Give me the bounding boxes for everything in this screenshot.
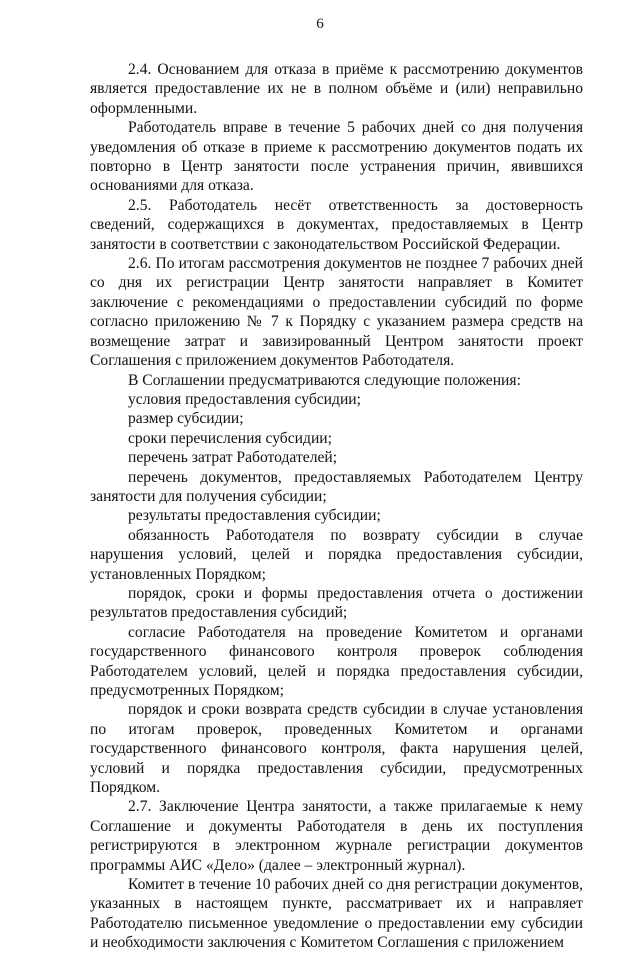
document-body — [90, 60, 583, 953]
list-item: обязанность Работодателя по возврату субсидии в случае нарушения условий, целей и порядка предоставления субсидии, установленных Порядком; — [90, 526, 583, 583]
list-item: согласие Работодателя на проведение Комитетом и органами государственного финансового контроля проверок соблюдения Работодателем условий, целей и порядка предоставления субсидии, предусмотренных Порядком; — [90, 623, 583, 699]
list-item: перечень документов, предоставляемых Работодателем Центру занятости для получения субсидии; — [90, 468, 583, 505]
list-item: перечень затрат Работодателей; — [128, 449, 338, 467]
paragraph-2-6: 2.6. По итогам рассмотрения документов не позднее 7 рабочих дней со дня их регистрации Центр занятости направляет в Комитет заключение с рекомендациями о предоставлении субсидий по форме согласно приложению № 7 к Порядку с указанием размера средств на возмещение затрат и завизированный Центром занятости проект Соглашения с приложением документов Работодателя. — [90, 255, 583, 370]
list-item: результаты предоставления субсидии; — [128, 507, 381, 525]
paragraph-2-4: 2.4. Основанием для отказа в приёме к рассмотрению документов является предоставление их не в полном объёме и (или) неправильно оформленными. — [90, 61, 583, 117]
list-item: порядок, сроки и формы предоставления отчета о достижении результатов предоставления субсидий; — [90, 584, 583, 622]
paragraph-agreement-provisions: В Соглашении предусматриваются следующие положения: — [128, 371, 521, 389]
list-item: сроки перечисления субсидии; — [128, 429, 332, 447]
list-item: условия предоставления субсидии; — [128, 390, 361, 408]
paragraph-2-5: 2.5. Работодатель несёт ответственность за достоверность сведений, содержащихся в документах, предоставляемых в Центр занятости в соответствии с законодательством Российской Федерации. — [90, 196, 583, 253]
page-number: 6 — [316, 16, 324, 32]
paragraph-2-7: 2.7. Заключение Центра занятости, а также прилагаемые к нему Соглашение и документы Работодателя в день их поступления регистрируются в электронном журнале регистрации документов программы АИС «Дело» (далее – электронный журнал). — [90, 798, 583, 874]
paragraph-resubmission: Работодатель вправе в течение 5 рабочих дней со дня получения уведомления об отказе в приеме к рассмотрению документов подать их повторно в Центр занятости после устранения причин, явившихся основаниями для отказа. — [90, 119, 583, 195]
paragraph-committee-review: Комитет в течение 10 рабочих дней со дня регистрации документов, указанных в настоящем пункте, рассматривает их и направляет Работодателю письменное уведомление о предоставлении ему субсидии и необходимости заключения с Комитетом Соглашения с приложением — [90, 876, 583, 952]
list-item: порядок и сроки возврата средств субсидии в случае установления по итогам проверок, проведенных Комитетом и органами государственного финансового контроля, факта нарушения целей, условий и порядка предоставления субсидии, предусмотренных Порядком. — [90, 701, 583, 797]
list-item: размер субсидии; — [128, 410, 244, 428]
